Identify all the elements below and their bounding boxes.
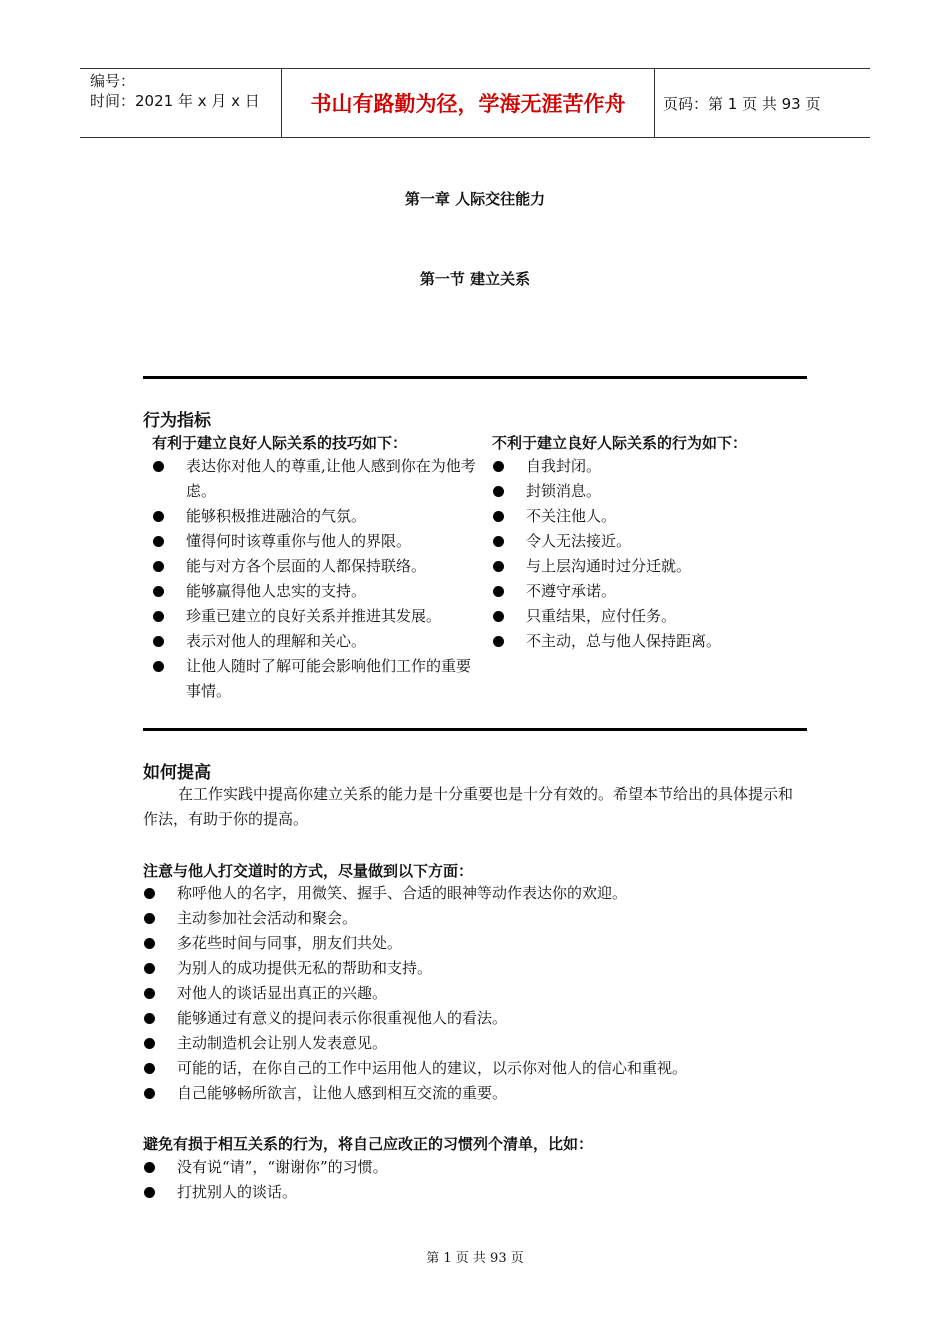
bullet-icon <box>153 586 164 597</box>
list-item: 能够通过有意义的提问表示你很重视他人的看法。 <box>143 1006 807 1031</box>
bullet-icon <box>493 511 504 522</box>
list-item: 打扰别人的谈话。 <box>143 1180 807 1205</box>
list-item: 不主动，总与他人保持距离。 <box>492 629 792 654</box>
list-item: 让他人随时了解可能会影响他们工作的重要事情。 <box>152 654 477 704</box>
divider-top <box>143 376 807 379</box>
bullet-icon <box>493 636 504 647</box>
list-item: 能够积极推进融洽的气氛。 <box>152 504 477 529</box>
positive-heading: 有利于建立良好人际关系的技巧如下： <box>152 434 408 452</box>
number-label: 编号： <box>90 72 136 90</box>
bullet-icon <box>144 1013 155 1024</box>
improve-heading: 如何提高 <box>143 763 211 783</box>
bullet-icon <box>493 561 504 572</box>
list-item: 与上层沟通时过分迁就。 <box>492 554 792 579</box>
list-item: 不遵守承诺。 <box>492 579 792 604</box>
positive-list <box>152 454 477 704</box>
list-item: 主动参加社会活动和聚会。 <box>143 906 807 931</box>
bullet-icon <box>153 511 164 522</box>
list-item: 为别人的成功提供无私的帮助和支持。 <box>143 956 807 981</box>
list-item: 多花些时间与同事，朋友们共处。 <box>143 931 807 956</box>
bullet-icon <box>144 988 155 999</box>
bullet-icon <box>144 1063 155 1074</box>
bullet-icon <box>144 938 155 949</box>
bullet-icon <box>493 486 504 497</box>
list-item: 没有说“请”，“谢谢你”的习惯。 <box>143 1155 807 1180</box>
bullet-icon <box>144 1038 155 1049</box>
bullet-icon <box>493 536 504 547</box>
divider-bottom <box>143 728 807 731</box>
bullet-icon <box>144 963 155 974</box>
bullet-icon <box>153 636 164 647</box>
list-item: 对他人的谈话显出真正的兴趣。 <box>143 981 807 1006</box>
negative-list <box>492 454 792 654</box>
list-item: 能够赢得他人忠实的支持。 <box>152 579 477 604</box>
bullet-icon <box>153 561 164 572</box>
bullet-icon <box>153 661 164 672</box>
bullet-icon <box>144 1088 155 1099</box>
bullet-icon <box>493 461 504 472</box>
bullet-icon <box>493 586 504 597</box>
header-motto: 书山有路勤为径，学海无涯苦作舟 <box>281 69 655 137</box>
bullet-icon <box>144 888 155 899</box>
list-item: 懂得何时该尊重你与他人的界限。 <box>152 529 477 554</box>
bullet-icon <box>144 1187 155 1198</box>
subheading-avoid: 避免有损于相互关系的行为，将自己应改正的习惯列个清单，比如： <box>143 1135 594 1153</box>
approach-list <box>143 881 807 1106</box>
bullet-icon <box>493 611 504 622</box>
list-item: 珍重已建立的良好关系并推进其发展。 <box>152 604 477 629</box>
list-item: 不关注他人。 <box>492 504 792 529</box>
list-item: 能与对方各个层面的人都保持联络。 <box>152 554 477 579</box>
avoid-list <box>143 1155 807 1205</box>
subheading-approach: 注意与他人打交道时的方式，尽量做到以下方面： <box>143 862 474 880</box>
section-title: 第一节 建立关系 <box>419 270 531 288</box>
bullet-icon <box>144 913 155 924</box>
list-item: 表达你对他人的尊重,让他人感到你在为他考虑。 <box>152 454 477 504</box>
list-item: 称呼他人的名字，用微笑、握手、合适的眼神等动作表达你的欢迎。 <box>143 881 807 906</box>
bullet-icon <box>153 461 164 472</box>
improve-intro: 在工作实践中提高你建立关系的能力是十分重要也是十分有效的。希望本节给出的具体提示和作法，有助于你的提高。 <box>143 785 794 828</box>
header-page-label: 页码：第 1 页 共 93 页 <box>663 95 821 113</box>
list-item: 只重结果，应付任务。 <box>492 604 792 629</box>
page-header <box>80 68 870 138</box>
header-meta <box>80 69 280 137</box>
negative-heading: 不利于建立良好人际关系的行为如下： <box>492 434 748 452</box>
behavior-heading: 行为指标 <box>143 411 211 431</box>
bullet-icon <box>153 611 164 622</box>
list-item: 自己能够畅所欲言，让他人感到相互交流的重要。 <box>143 1081 807 1106</box>
list-item: 令人无法接近。 <box>492 529 792 554</box>
list-item: 表示对他人的理解和关心。 <box>152 629 477 654</box>
list-item: 自我封闭。 <box>492 454 792 479</box>
page-footer: 第 1 页 共 93 页 <box>426 1251 524 1266</box>
bullet-icon <box>144 1162 155 1173</box>
list-item: 主动制造机会让别人发表意见。 <box>143 1031 807 1056</box>
list-item: 可能的话，在你自己的工作中运用他人的建议，以示你对他人的信心和重视。 <box>143 1056 807 1081</box>
bullet-icon <box>153 536 164 547</box>
time-label: 时间：2021 年 x 月 x 日 <box>90 92 260 110</box>
list-item: 封锁消息。 <box>492 479 792 504</box>
chapter-title: 第一章 人际交往能力 <box>404 190 546 208</box>
